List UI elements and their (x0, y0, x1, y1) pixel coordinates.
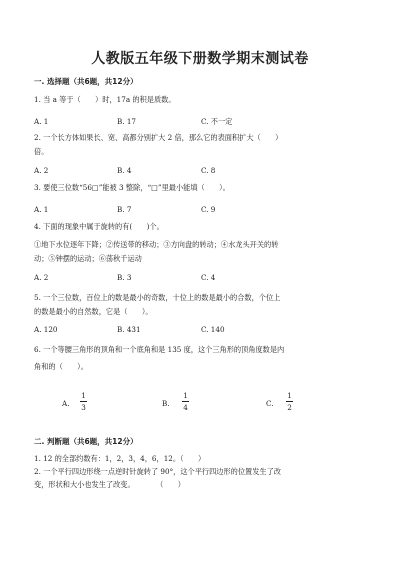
fraction-denominator: 4 (183, 403, 188, 412)
fraction-bar (286, 401, 293, 402)
fraction-numerator: 1 (287, 391, 292, 400)
option-c: C. 8 (201, 166, 216, 175)
option-c: C. 4 (201, 273, 216, 282)
question-6-line-2: 角和的（ ）。 (34, 362, 88, 371)
fraction-bar (182, 401, 189, 402)
question-2-line-2: 倍。 (34, 147, 49, 156)
question-4: 4. 下面的现象中属于旋转的有( )个。 (34, 222, 164, 231)
question-2-line-1: 2. 一个长方体如果长、宽、高都分别扩大 2 倍，那么它的表面积扩大（ ） (34, 133, 283, 142)
fraction-bar (80, 401, 87, 402)
option-b: B. 7 (117, 205, 132, 214)
option-b: B. 3 (117, 273, 132, 282)
fraction-numerator: 1 (183, 391, 188, 400)
option-c: C. 不一定 (201, 117, 233, 126)
question-1: 1. 当 a 等于（ ）时，17a 的积是质数。 (34, 95, 176, 104)
option-a: A. 1 (34, 117, 49, 126)
question-6-line-1: 6. 一个等腰三角形的顶角和一个底角和是 135 度，这个三角形的顶角度数是内 (34, 345, 285, 354)
question-4-line-3: 动；⑤钟摆的运动；⑥荡秋千运动 (34, 254, 142, 263)
judge-1: 1. 12 的全部约数有：1，2，3，4，6，12。（ ） (34, 454, 206, 463)
option-a: A. 2 (34, 273, 49, 282)
option-c: C. 140 (201, 325, 225, 334)
option-c-fraction (286, 391, 293, 412)
option-b: B. 17 (117, 117, 136, 126)
option-b: B. 4 (117, 166, 132, 175)
question-5-line-1: 5. 一个三位数，百位上的数是最小的奇数，十位上的数是最小的合数，个位上 (34, 293, 281, 302)
page-title: 人教版五年级下册数学期末测试卷 (91, 51, 309, 67)
option-a: A. 120 (34, 325, 58, 334)
section-heading-choice: 一. 选择题（共6题，共12分） (34, 77, 138, 86)
fraction-numerator: 1 (81, 391, 86, 400)
option-c: C. 9 (201, 205, 216, 214)
judge-2-line-2: 变，形状和大小也发生了改变。 （ ） (34, 480, 185, 489)
judge-2-line-1: 2. 一个平行四边形绕一点逆时针旋转了 90°，这个平行四边形的位置发生了改 (34, 467, 281, 476)
section-heading-true-false: 二. 判断题（共6题，共12分） (34, 437, 138, 446)
option-b-label: B. (162, 399, 170, 408)
option-b-fraction (182, 391, 189, 412)
option-c-label: C. (266, 399, 274, 408)
option-a-label: A. (62, 399, 70, 408)
fraction-denominator: 3 (81, 403, 86, 412)
question-3: 3. 要使三位数“56□”能被 3 整除，“□”里最小能填（ ）。 (34, 183, 230, 192)
option-a: A. 2 (34, 166, 49, 175)
option-b: B. 431 (117, 325, 141, 334)
fraction-denominator: 2 (287, 403, 292, 412)
question-5-line-2: 的数是最小的自然数，它是（ ）。 (34, 307, 153, 316)
question-4-line-2: ①地下水位逐年下降；②传送带的移动；③方向盘的转动；④水龙头开关的转 (34, 240, 279, 249)
option-a-fraction (80, 391, 87, 412)
option-a: A. 1 (34, 205, 49, 214)
